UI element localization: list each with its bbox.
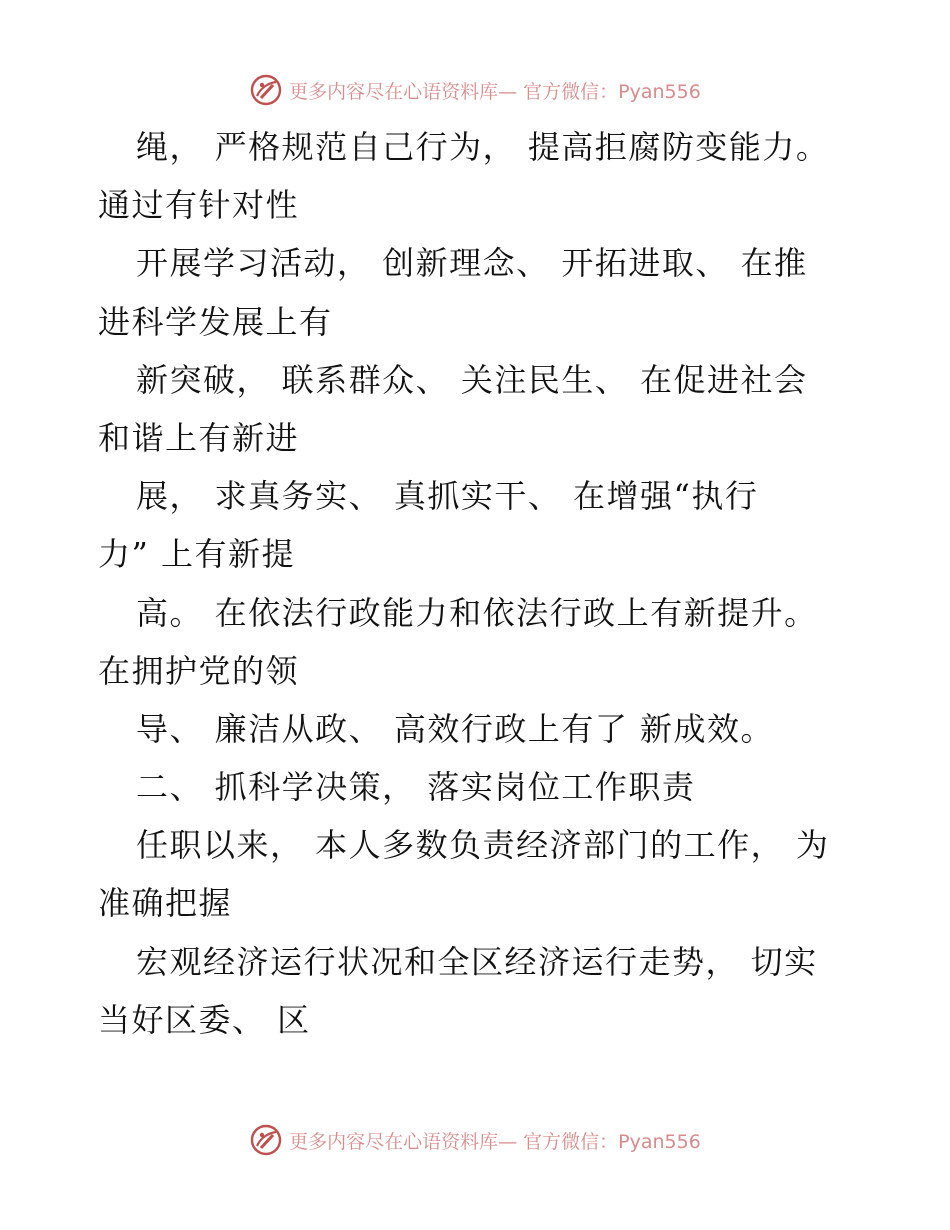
document-body — [98, 118, 858, 1049]
text-line: 力” 上有新提 — [98, 535, 296, 574]
header-banner-text: 更多内容尽在心语资料库— — [289, 80, 518, 103]
header-banner — [0, 70, 950, 110]
header-banner-id: 官方微信：Pyan556 — [523, 80, 701, 103]
brand-logo-icon — [249, 73, 283, 107]
text-line: 在拥护党的领 — [98, 651, 300, 690]
text-line: 绳， 严格规范自己行为， 提高拒腐防变能力。 — [136, 128, 830, 166]
footer-banner-id: 官方微信：Pyan556 — [523, 1130, 701, 1153]
footer-banner-text: 更多内容尽在心语资料库— — [289, 1130, 518, 1153]
text-line: 任职以来， 本人多数负责经济部门的工作， 为 — [136, 826, 830, 865]
text-line: 通过有针对性 — [98, 186, 300, 225]
brand-logo-icon — [249, 1123, 283, 1157]
text-line: 当好区委、 区 — [98, 1000, 311, 1039]
text-line: 二、 抓科学决策， 落实岗位工作职责 — [136, 768, 696, 807]
text-line: 和谐上有新进 — [98, 418, 300, 457]
text-line: 宏观经济运行状况和全区经济运行走势， 切实 — [136, 942, 818, 981]
text-line: 展， 求真务实、 真抓实干、 在增强“执行 — [136, 477, 759, 516]
text-line: 导、 廉洁从政、 高效行政上有了 新成效。 — [136, 709, 775, 748]
text-line: 准确把握 — [98, 884, 233, 923]
text-line: 开展学习活动， 创新理念、 开拓进取、 在推 — [136, 244, 808, 283]
text-line: 高。 在依法行政能力和依法行政上有新提升。 — [136, 593, 818, 632]
text-line: 进科学发展上有 — [98, 302, 333, 341]
footer-banner — [0, 1120, 950, 1160]
text-line: 新突破， 联系群众、 关注民生、 在促进社会 — [136, 360, 808, 399]
